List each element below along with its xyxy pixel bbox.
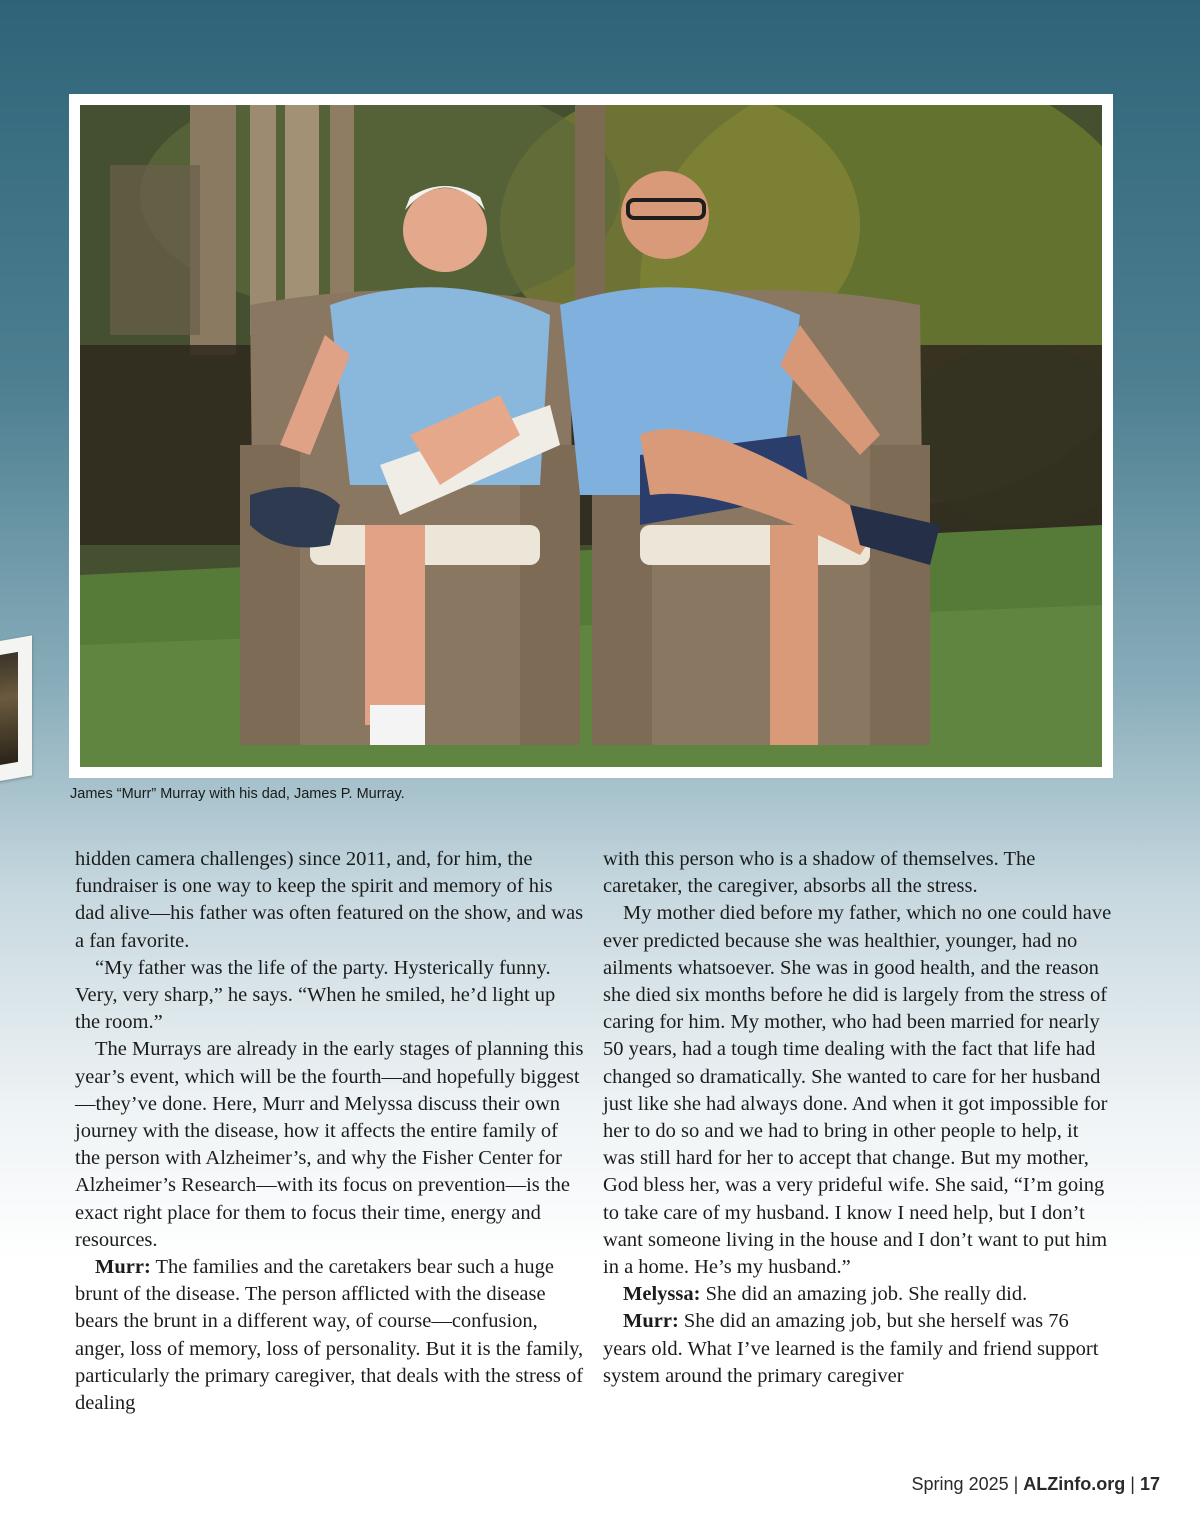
photo-illustration bbox=[80, 105, 1102, 767]
interview-paragraph bbox=[75, 1254, 585, 1417]
footer-separator: | bbox=[1125, 1474, 1140, 1494]
article-column-right bbox=[603, 846, 1113, 1390]
feature-photo bbox=[80, 105, 1102, 767]
paragraph: “My father was the life of the party. Hysterically funny. Very, very sharp,” he says. “When he smiled, he’d light up the room.” bbox=[75, 956, 556, 1034]
page-number: 17 bbox=[1139, 1474, 1160, 1494]
article-column-left bbox=[75, 846, 585, 1417]
speaker-label: Murr: bbox=[623, 1310, 679, 1333]
interview-paragraph bbox=[603, 1281, 1113, 1308]
interview-paragraph bbox=[603, 1308, 1113, 1390]
paragraph: The Murrays are already in the early stages of planning this year’s event, which will be the fourth—and hopefully biggest—they’ve done. Here, Murr and Melyssa discuss their own journey with the disease, how it affects the entire family of the person with Alzheimer’s, and why the Fisher Center for Alzheimer’s Research—with its focus on prevention—is the exact right place for them to focus their time, energy and resources. bbox=[75, 1038, 584, 1251]
paragraph: hidden camera challenges) since 2011, and, for him, the fundraiser is one way to keep the spirit and memory of his dad alive—his father was often featured on the show, and was a fan favorite. bbox=[75, 848, 584, 952]
interview-text: She did an amazing job. She really did. bbox=[700, 1283, 1028, 1306]
page-footer bbox=[912, 1474, 1160, 1495]
site-link[interactable]: ALZinfo.org bbox=[1023, 1474, 1126, 1494]
footer-separator: | bbox=[1008, 1474, 1024, 1494]
paragraph: My mother died before my father, which no one could have ever predicted because she was healthier, younger, had no ailments whatsoever. She was in good health, and the reason she died six months before he did is largely from the stress of caring for him. My mother, who had been married for nearly 50 years, had a tough time dealing with the fact that life had changed so dramatically. She wanted to care for her husband just like she had always done. And when it got impossible for her to do so and we had to bring in other people to help, it was still hard for her to accept that change. But my mother, God bless her, was a very prideful wife. She said, “I’m going to take care of my husband. I know I need help, but I don’t want someone living in the house and I don’t want to put him in a home. He’s my husband.” bbox=[603, 902, 1112, 1279]
feature-photo-frame bbox=[69, 94, 1113, 778]
issue-label: Spring 2025 bbox=[911, 1474, 1009, 1494]
photo-caption: James “Murr” Murray with his dad, James P. Murray. bbox=[70, 786, 405, 802]
interview-text: She did an amazing job, but she herself was 76 years old. What I’ve learned is the family and friend support system around the primary caregiver bbox=[603, 1310, 1099, 1387]
speaker-label: Murr: bbox=[95, 1256, 151, 1279]
paragraph: with this person who is a shadow of themselves. The caretaker, the caregiver, absorbs all the stress. bbox=[603, 848, 1036, 898]
speaker-label: Melyssa: bbox=[623, 1283, 701, 1306]
partial-photo-edge bbox=[0, 635, 32, 784]
interview-text: The families and the caretakers bear such a huge brunt of the disease. The person afflicted with the disease bears the brunt in a different way, of course—confusion, anger, loss of memory, loss of personality. But it is the family, particularly the primary caregiver, that deals with the stress of dealing bbox=[75, 1256, 584, 1415]
